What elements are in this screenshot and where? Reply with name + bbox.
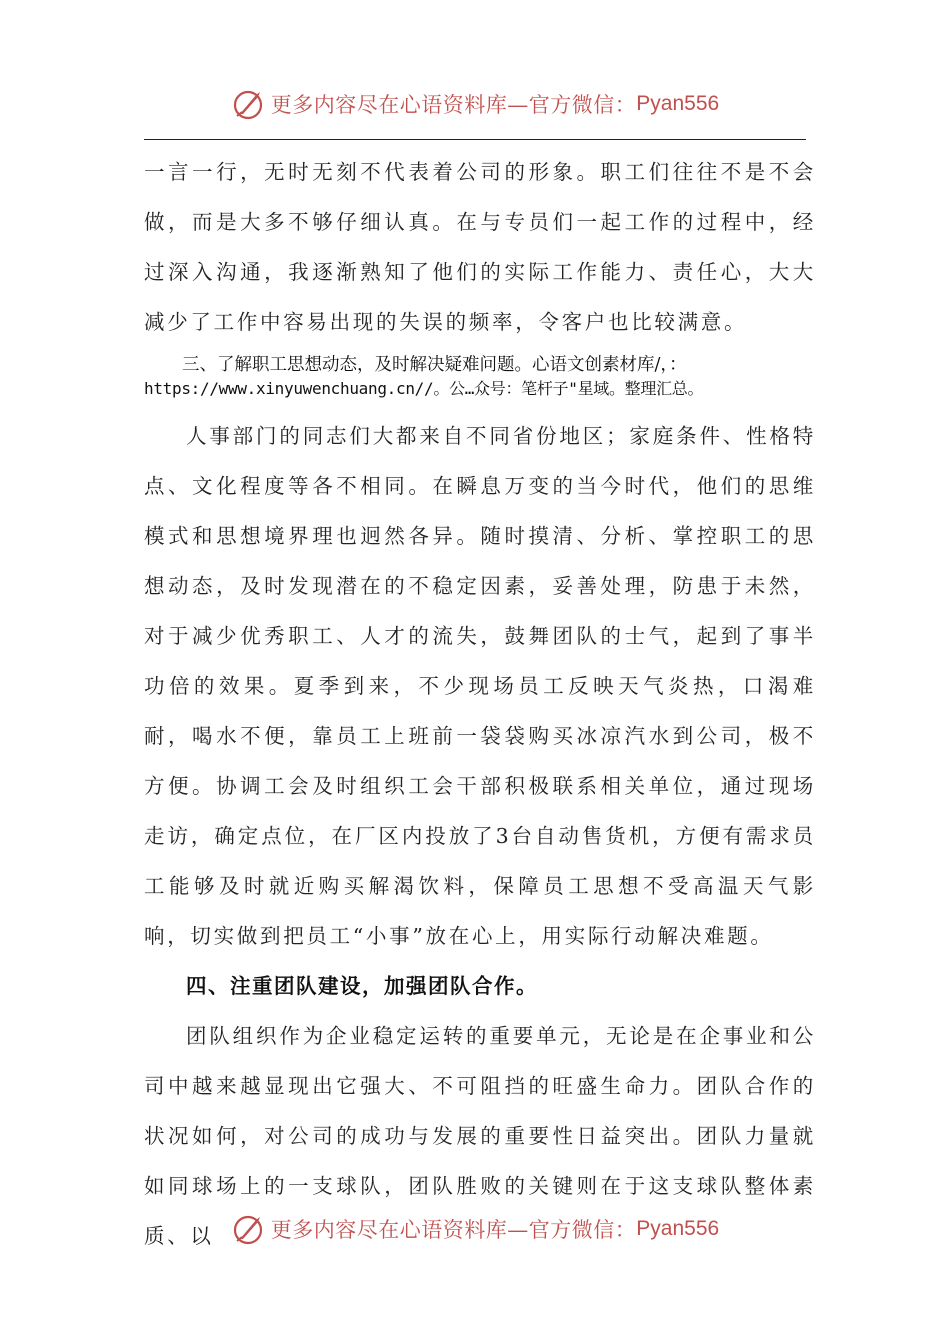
quill-logo-icon bbox=[231, 1211, 267, 1247]
paragraph-2 bbox=[144, 353, 816, 401]
paragraph-3: 人事部门的同志们大都来自不同省份地区；家庭条件、性格特点、文化程度等各不相同。在瞬息万变的当今时代，他们的思维模式和思想境界理也迥然各异。随时摸清、分析、掌控职工的思想动态，及时发现潜在的不稳定因素，妥善处理，防患于未然，对于减少优秀职工、人才的流失，鼓舞团队的士气，起到了事半功倍的效果。夏季到来，不少现场员工反映天气炎热，口渴难耐，喝水不便，靠员工上班前一袋袋购买冰凉汽水到公司，极不方便。协调工会及时组织工会干部积极联系相关单位，通过现场走访，确定点位，在厂区内投放了3台自动售货机，方便有需求员工能够及时就近购买解渴饮料，保障员工思想不受高温天气影响，切实做到把员工“小事”放在心上，用实际行动解决难题。 bbox=[144, 424, 816, 948]
document-body bbox=[144, 147, 816, 1261]
source-url-line: https://www.xinyuwenchuang.cn//。公…众号：笔杆子"星域。整理汇总。 bbox=[144, 379, 704, 398]
header-text: 更多内容尽在心语资料库—官方微信： bbox=[270, 93, 637, 117]
footer-banner bbox=[0, 1207, 950, 1251]
footer-text: 更多内容尽在心语资料库—官方微信： bbox=[270, 1218, 637, 1242]
quill-logo-icon bbox=[231, 86, 267, 122]
paragraph-1: 一言一行，无时无刻不代表着公司的形象。职工们往往不是不会做，而是大多不够仔细认真。在与专员们一起工作的过程中，经过深入沟通，我逐渐熟知了他们的实际工作能力、责任心，大大减少了工作中容易出现的失误的频率，令客户也比较满意。 bbox=[144, 160, 816, 334]
header-wechat-id: Pyan556 bbox=[636, 92, 720, 115]
footer-wechat-id: Pyan556 bbox=[636, 1217, 720, 1240]
header-banner bbox=[0, 82, 950, 126]
section-4-heading: 四、注重团队建设，加强团队合作。 bbox=[186, 974, 538, 998]
section-3-title: 三、了解职工思想动态，及时解决疑难问题。心语文创素材库/，： bbox=[182, 355, 687, 375]
header-divider bbox=[144, 139, 806, 140]
paragraph-4: 团队组织作为企业稳定运转的重要单元，无论是在企事业和公司中越来越显现出它强大、不可阻挡的旺盛生命力。团队合作的状况如何，对公司的成功与发展的重要性日益突出。团队力量就如同球场上的一支球队，团队胜败的关键则在于这支球队整体素质、以 bbox=[144, 1024, 816, 1248]
